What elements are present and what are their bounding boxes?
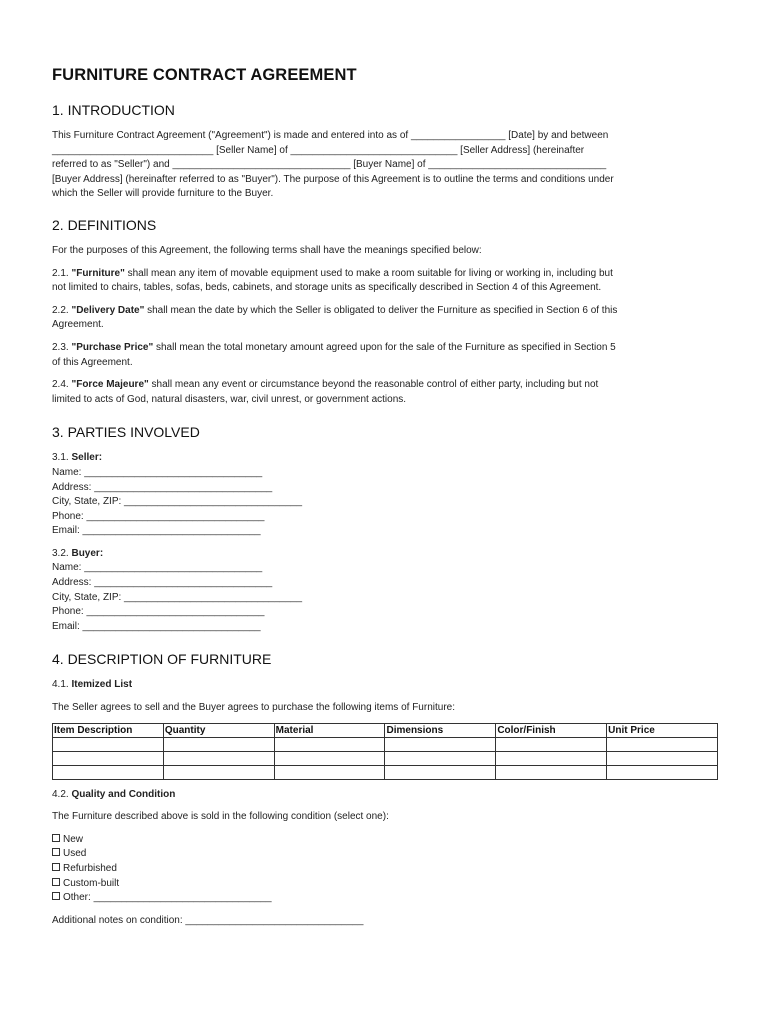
table-cell[interactable] bbox=[385, 765, 496, 779]
definition-text: Agreement. bbox=[52, 319, 104, 331]
checkbox-icon[interactable] bbox=[52, 863, 60, 871]
table-cell[interactable] bbox=[496, 765, 607, 779]
definition-number: 2.3. bbox=[52, 341, 69, 353]
table-cell[interactable] bbox=[274, 765, 385, 779]
table-cell[interactable] bbox=[163, 737, 274, 751]
definition-number: 2.4. bbox=[52, 379, 69, 391]
table-row bbox=[53, 751, 718, 765]
definition-item bbox=[52, 378, 718, 407]
furniture-table bbox=[52, 723, 718, 780]
definition-text: shall mean any event or circumstance beyond the reasonable control of either party, including but not bbox=[148, 379, 599, 391]
seller-phone-field[interactable]: Phone: ________________________________ bbox=[52, 510, 265, 522]
section-heading-furniture: 4. DESCRIPTION OF FURNITURE bbox=[52, 651, 272, 668]
buyer-block bbox=[52, 547, 718, 635]
intro-line: _____________________________ [Seller Name] of ______________________________ [Seller Address] (hereinafter bbox=[52, 144, 585, 156]
subsection-label: Buyer: bbox=[71, 547, 104, 559]
section-introduction bbox=[52, 102, 718, 202]
section-furniture bbox=[52, 651, 718, 928]
table-cell[interactable] bbox=[385, 737, 496, 751]
checkbox-icon[interactable] bbox=[52, 848, 60, 856]
intro-line: This Furniture Contract Agreement ("Agreement") is made and entered into as of _________________ [Date] by and between bbox=[52, 130, 609, 141]
definition-term: "Delivery Date" bbox=[71, 304, 145, 316]
buyer-name-field[interactable]: Name: ________________________________ bbox=[52, 562, 263, 574]
quality-lead: The Furniture described above is sold in the following condition (select one): bbox=[52, 811, 389, 823]
table-cell[interactable] bbox=[496, 737, 607, 751]
section-heading-introduction: 1. INTRODUCTION bbox=[52, 102, 175, 118]
subsection-number: 4.1. bbox=[52, 679, 69, 691]
section-heading-definitions: 2. DEFINITIONS bbox=[52, 216, 157, 233]
subsection-number: 3.1. bbox=[52, 452, 69, 464]
table-cell[interactable] bbox=[53, 765, 164, 779]
definition-item bbox=[52, 267, 718, 296]
definition-text: shall mean the total monetary amount agreed upon for the sale of the Furniture as specified in Section 5 bbox=[153, 341, 616, 353]
condition-options bbox=[52, 833, 718, 906]
table-cell[interactable] bbox=[385, 751, 496, 765]
condition-option-used[interactable] bbox=[52, 847, 718, 862]
section-heading-parties: 3. PARTIES INVOLVED bbox=[52, 424, 200, 441]
checkbox-icon[interactable] bbox=[52, 878, 60, 886]
definition-text: not limited to chairs, tables, sofas, beds, cabinets, and storage units as specifically described in Section 4 of this Agreement. bbox=[52, 282, 602, 294]
definition-number: 2.2. bbox=[52, 304, 69, 316]
table-cell[interactable] bbox=[496, 751, 607, 765]
section-parties bbox=[52, 424, 718, 634]
buyer-phone-field[interactable]: Phone: ________________________________ bbox=[52, 606, 265, 618]
definition-text: shall mean any item of movable equipment used to make a room suitable for living or working in, including but bbox=[124, 267, 613, 279]
checkbox-icon[interactable] bbox=[52, 892, 60, 900]
subsection-number: 3.2. bbox=[52, 547, 69, 559]
definition-item bbox=[52, 304, 718, 333]
table-cell[interactable] bbox=[607, 737, 718, 751]
itemized-lead: The Seller agrees to sell and the Buyer agrees to purchase the following items of Furniture: bbox=[52, 702, 455, 714]
option-label: Refurbished bbox=[63, 863, 117, 874]
checkbox-icon[interactable] bbox=[52, 834, 60, 842]
option-label: Other: ________________________________ bbox=[63, 892, 272, 904]
seller-name-field[interactable]: Name: ________________________________ bbox=[52, 466, 263, 478]
table-cell[interactable] bbox=[274, 737, 385, 751]
buyer-email-field[interactable]: Email: ________________________________ bbox=[52, 620, 261, 632]
table-cell[interactable] bbox=[274, 751, 385, 765]
table-cell[interactable] bbox=[163, 765, 274, 779]
table-row bbox=[53, 737, 718, 751]
seller-city-field[interactable]: City, State, ZIP: ________________________________ bbox=[52, 496, 303, 508]
subsection-label: Itemized List bbox=[71, 679, 133, 691]
column-header: Color/Finish bbox=[496, 723, 607, 737]
table-cell[interactable] bbox=[607, 765, 718, 779]
definition-term: "Force Majeure" bbox=[71, 379, 149, 391]
table-row bbox=[53, 765, 718, 779]
section-definitions bbox=[52, 217, 718, 407]
subsection-label: Seller: bbox=[71, 452, 103, 464]
definition-item bbox=[52, 341, 718, 370]
seller-email-field[interactable]: Email: ________________________________ bbox=[52, 525, 261, 537]
subsection-label: Quality and Condition bbox=[71, 788, 176, 800]
condition-option-custom-built[interactable] bbox=[52, 877, 718, 892]
definition-number: 2.1. bbox=[52, 267, 69, 279]
buyer-city-field[interactable]: City, State, ZIP: ________________________________ bbox=[52, 591, 303, 603]
column-header: Material bbox=[274, 723, 385, 737]
seller-block bbox=[52, 451, 718, 539]
table-cell[interactable] bbox=[607, 751, 718, 765]
condition-notes-field[interactable]: Additional notes on condition: ________________________________ bbox=[52, 914, 364, 926]
table-cell[interactable] bbox=[53, 737, 164, 751]
option-label: New bbox=[63, 833, 84, 845]
table-cell[interactable] bbox=[163, 751, 274, 765]
definition-term: "Purchase Price" bbox=[71, 341, 154, 353]
intro-line: [Buyer Address] (hereinafter referred to as "Buyer"). The purpose of this Agreement is to outline the terms and conditions under bbox=[52, 173, 614, 185]
subsection-number: 4.2. bbox=[52, 788, 69, 800]
document-title: FURNITURE CONTRACT AGREEMENT bbox=[52, 66, 357, 84]
intro-line: which the Seller will provide furniture to the Buyer. bbox=[52, 188, 274, 200]
option-label: Used bbox=[63, 848, 87, 860]
document-content bbox=[52, 66, 718, 928]
buyer-address-field[interactable]: Address: ________________________________ bbox=[52, 577, 273, 589]
condition-option-other[interactable] bbox=[52, 891, 718, 906]
definitions-lead: For the purposes of this Agreement, the following terms shall have the meanings specified below: bbox=[52, 244, 482, 256]
definition-text: limited to acts of God, natural disasters, war, civil unrest, or government actions. bbox=[52, 393, 407, 405]
column-header: Unit Price bbox=[607, 723, 718, 737]
column-header: Dimensions bbox=[385, 723, 496, 737]
seller-address-field[interactable]: Address: ________________________________ bbox=[52, 481, 273, 493]
table-header-row bbox=[53, 723, 718, 737]
definition-text: shall mean the date by which the Seller is obligated to deliver the Furniture as specified in Section 6 of this bbox=[144, 304, 618, 316]
column-header: Quantity bbox=[163, 723, 274, 737]
definition-text: of this Agreement. bbox=[52, 356, 133, 368]
condition-option-refurbished[interactable] bbox=[52, 862, 718, 877]
definition-term: "Furniture" bbox=[71, 267, 125, 279]
column-header: Item Description bbox=[53, 723, 164, 737]
option-label: Custom-built bbox=[63, 877, 120, 889]
table-cell[interactable] bbox=[53, 751, 164, 765]
intro-line: referred to as "Seller") and ________________________________ [Buyer Name] of ________________________________ bbox=[52, 159, 607, 171]
condition-option-new[interactable] bbox=[52, 833, 718, 848]
